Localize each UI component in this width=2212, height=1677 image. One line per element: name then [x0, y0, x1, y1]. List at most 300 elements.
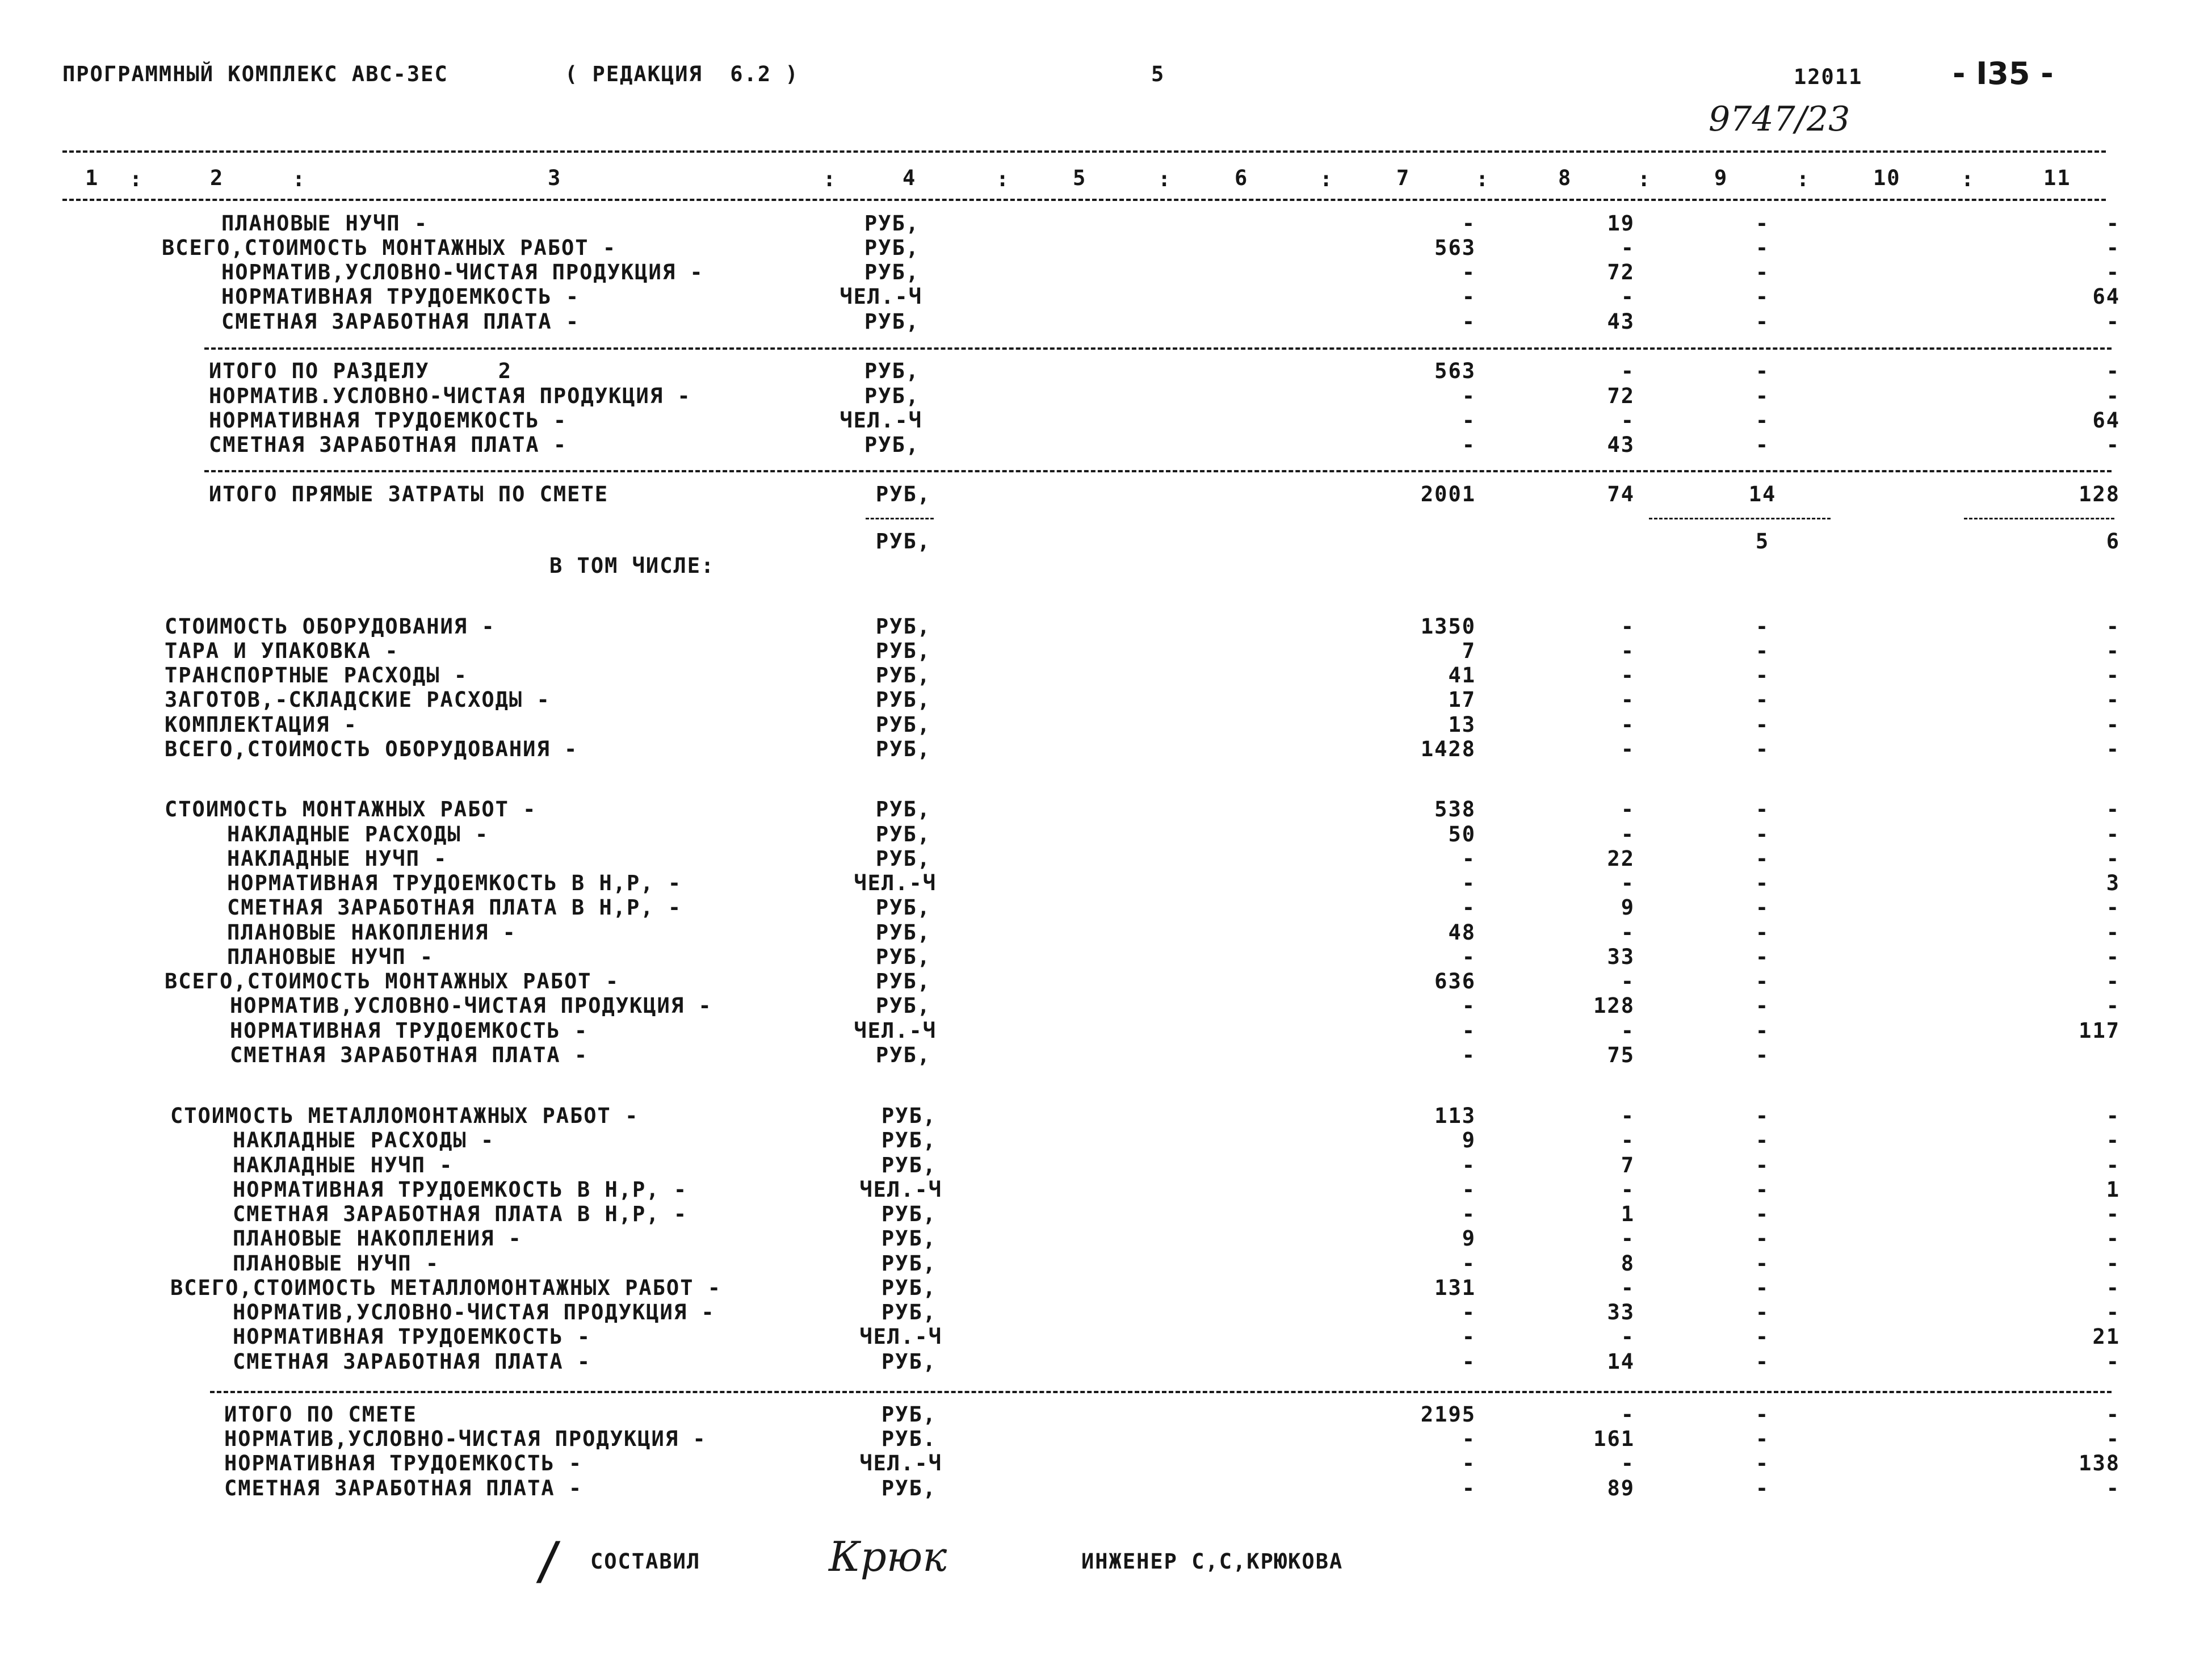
cell-col9: - [1755, 1427, 1770, 1451]
cell-col11: - [2106, 846, 2120, 871]
column-number: 11 [2043, 166, 2071, 190]
cell-col9: - [1755, 1202, 1770, 1226]
row-label: СМЕТНАЯ ЗАРАБОТНАЯ ПЛАТА В Н,Р, - [227, 895, 682, 920]
column-separator: : [823, 167, 837, 191]
row-unit: РУБ, [881, 1300, 937, 1324]
cell-col7: - [1462, 1451, 1476, 1475]
cell-col9: 5 [1755, 529, 1770, 554]
row-unit: ЧЕЛ.-Ч [854, 871, 937, 895]
cell-col7: 131 [1434, 1276, 1476, 1300]
cell-col8: 161 [1593, 1427, 1635, 1451]
cell-col9: - [1755, 260, 1770, 284]
row-label: ПЛАНОВЫЕ НАКОПЛЕНИЯ - [233, 1226, 522, 1251]
row-label: СМЕТНАЯ ЗАРАБОТНАЯ ПЛАТА - [230, 1043, 589, 1067]
cell-col11: - [2106, 1128, 2120, 1152]
cell-col7: 636 [1434, 969, 1476, 993]
cell-col8: 72 [1607, 384, 1635, 408]
cell-col9: - [1755, 359, 1770, 383]
column-separator: : [1961, 167, 1975, 191]
cell-col11: - [2106, 384, 2120, 408]
cell-col8: - [1621, 614, 1635, 639]
cell-col9: - [1755, 433, 1770, 457]
row-unit: РУБ, [875, 895, 931, 920]
row-unit: РУБ, [864, 359, 920, 383]
row-label: СМЕТНАЯ ЗАРАБОТНАЯ ПЛАТА В Н,Р, - [233, 1202, 688, 1226]
cell-col11: - [2106, 993, 2120, 1018]
row-unit: ЧЕЛ.-Ч [840, 284, 922, 309]
table-row [0, 995, 2212, 1018]
cell-col8: 72 [1607, 260, 1635, 284]
section-rule [204, 347, 2112, 350]
cell-col9: - [1755, 1300, 1770, 1324]
cell-col7: - [1462, 1324, 1476, 1349]
cell-col11: - [2106, 1476, 2120, 1500]
cell-col11: - [2106, 797, 2120, 821]
row-unit: ЧЕЛ.-Ч [854, 1018, 937, 1043]
page-number: - I35 - [1953, 56, 2054, 91]
row-unit: РУБ, [875, 822, 931, 846]
table-row [0, 286, 2212, 309]
row-label: ПЛАНОВЫЕ НАКОПЛЕНИЯ - [227, 920, 517, 945]
cell-col11: - [2106, 969, 2120, 993]
section-rule [204, 470, 2112, 472]
row-unit: РУБ, [864, 309, 920, 334]
row-label: СМЕТНАЯ ЗАРАБОТНАЯ ПЛАТА - [209, 433, 568, 457]
cell-col9: - [1755, 895, 1770, 920]
subtotal-rule [1964, 518, 2114, 519]
cell-col8: - [1621, 1276, 1635, 1300]
cell-col8: - [1621, 284, 1635, 309]
cell-col8: - [1621, 1018, 1635, 1043]
table-row [0, 237, 2212, 260]
cell-col9: - [1755, 712, 1770, 737]
row-unit: РУБ, [875, 663, 931, 687]
row-label: СТОИМОСТЬ ОБОРУДОВАНИЯ - [165, 614, 496, 639]
subtotal-rule [866, 518, 934, 519]
cell-col9: - [1755, 993, 1770, 1018]
row-label: НОРМАТИВНАЯ ТРУДОЕМКОСТЬ - [230, 1018, 589, 1043]
row-unit: РУБ, [881, 1276, 937, 1300]
table-row [0, 1020, 2212, 1043]
cell-col9: - [1755, 1153, 1770, 1177]
cell-col11: - [2106, 1153, 2120, 1177]
row-label: НОРМАТИВНАЯ ТРУДОЕМКОСТЬ - [224, 1451, 583, 1475]
row-unit: РУБ, [881, 1251, 937, 1276]
cell-col11: - [2106, 895, 2120, 920]
row-unit: РУБ, [881, 1128, 937, 1152]
cell-col8: 14 [1607, 1349, 1635, 1374]
row-unit: РУБ, [875, 797, 931, 821]
cell-col8: - [1621, 1451, 1635, 1475]
cell-col9: - [1755, 920, 1770, 945]
row-label: ВСЕГО,СТОИМОСТЬ МОНТАЖНЫХ РАБОТ - [162, 236, 617, 260]
cell-col9: - [1755, 846, 1770, 871]
row-unit: РУБ, [864, 433, 920, 457]
row-unit: РУБ, [875, 712, 931, 737]
row-unit: РУБ, [864, 211, 920, 236]
row-unit: РУБ, [875, 920, 931, 945]
table-row [0, 616, 2212, 639]
cell-col7: 50 [1448, 822, 1476, 846]
header-bottom-rule [62, 199, 2106, 201]
table-row [0, 848, 2212, 871]
row-unit: РУБ, [875, 969, 931, 993]
cell-col7: - [1462, 433, 1476, 457]
table-row [0, 1253, 2212, 1276]
cell-col7: 563 [1434, 359, 1476, 383]
subtotal-rule [1649, 518, 1831, 519]
cell-col8: - [1621, 1402, 1635, 1427]
row-unit: РУБ, [881, 1104, 937, 1128]
row-label: В ТОМ ЧИСЛЕ: [549, 554, 715, 578]
cell-col9: - [1755, 1349, 1770, 1374]
cell-col7: 13 [1448, 712, 1476, 737]
row-label: НОРМАТИВ,УСЛОВНО-ЧИСТАЯ ПРОДУКЦИЯ - [233, 1300, 715, 1324]
cell-col8: - [1621, 797, 1635, 821]
row-label: ВСЕГО,СТОИМОСТЬ МЕТАЛЛОМОНТАЖНЫХ РАБОТ - [170, 1276, 722, 1300]
row-label: ВСЕГО,СТОИМОСТЬ ОБОРУДОВАНИЯ - [165, 737, 578, 761]
table-row [0, 946, 2212, 969]
cell-col8: - [1621, 920, 1635, 945]
column-number: 4 [903, 166, 917, 190]
cell-col11: - [2106, 236, 2120, 260]
cell-col11: - [2106, 1226, 2120, 1251]
cell-col8: 75 [1607, 1043, 1635, 1067]
row-label: КОМПЛЕКТАЦИЯ - [165, 712, 358, 737]
cell-col7: 9 [1462, 1226, 1476, 1251]
compiled-label: СОСТАВИЛ [590, 1549, 701, 1574]
table-row [0, 1351, 2212, 1374]
cell-col9: - [1755, 1476, 1770, 1500]
cell-col7: - [1462, 309, 1476, 334]
column-number: 7 [1396, 166, 1411, 190]
cell-col7: 538 [1434, 797, 1476, 821]
table-row [0, 1045, 2212, 1067]
cell-col8: 89 [1607, 1476, 1635, 1500]
cell-col7: - [1462, 260, 1476, 284]
table-row [0, 1228, 2212, 1251]
table-row [0, 410, 2212, 433]
cell-col9: - [1755, 309, 1770, 334]
cell-col8: - [1621, 359, 1635, 383]
cell-col7: 113 [1434, 1104, 1476, 1128]
row-unit: РУБ, [875, 1043, 931, 1067]
cell-col11: - [2106, 211, 2120, 236]
cell-col9: - [1755, 639, 1770, 663]
table-row [0, 665, 2212, 687]
row-label: НОРМАТИВ,УСЛОВНО-ЧИСТАЯ ПРОДУКЦИЯ - [230, 993, 712, 1018]
table-row [0, 360, 2212, 383]
cell-col9: - [1755, 969, 1770, 993]
row-unit: РУБ, [881, 1226, 937, 1251]
cell-col11: 3 [2106, 871, 2120, 895]
table-row [0, 555, 2212, 578]
cell-col11: - [2106, 359, 2120, 383]
cell-col8: - [1621, 236, 1635, 260]
column-separator: : [1476, 167, 1490, 191]
row-unit: РУБ, [864, 236, 920, 260]
row-label: НОРМАТИВ,УСЛОВНО-ЧИСТАЯ ПРОДУКЦИЯ - [221, 260, 704, 284]
cell-col9: - [1755, 737, 1770, 761]
cell-col11: - [2106, 614, 2120, 639]
table-row [0, 531, 2212, 554]
cell-col11: 64 [2092, 408, 2120, 433]
cell-col8: - [1621, 1324, 1635, 1349]
row-unit: ЧЕЛ.-Ч [859, 1177, 942, 1202]
cell-col8: - [1621, 871, 1635, 895]
cell-col8: 7 [1621, 1153, 1635, 1177]
row-unit: РУБ, [875, 846, 931, 871]
cell-col11: - [2106, 687, 2120, 712]
cell-col8: 19 [1607, 211, 1635, 236]
column-separator: : [1638, 167, 1652, 191]
cell-col7: - [1462, 384, 1476, 408]
table-row [0, 484, 2212, 506]
cell-col11: - [2106, 260, 2120, 284]
cell-col9: - [1755, 797, 1770, 821]
cell-col7: - [1462, 284, 1476, 309]
cell-col9: - [1755, 284, 1770, 309]
column-separator: : [292, 167, 307, 191]
row-label: СТОИМОСТЬ МОНТАЖНЫХ РАБОТ - [165, 797, 537, 821]
row-label: НОРМАТИВ,УСЛОВНО-ЧИСТАЯ ПРОДУКЦИЯ - [224, 1427, 707, 1451]
signature: Крюк [829, 1533, 947, 1580]
row-unit: РУБ, [864, 384, 920, 408]
cell-col11: - [2106, 1402, 2120, 1427]
header-top-rule [62, 150, 2106, 153]
cell-col8: 33 [1607, 1300, 1635, 1324]
table-row [0, 1428, 2212, 1451]
cell-col8: - [1621, 1128, 1635, 1152]
cell-col11: 21 [2092, 1324, 2120, 1349]
table-row [0, 922, 2212, 945]
table-row [0, 714, 2212, 737]
cell-col11: - [2106, 433, 2120, 457]
table-row [0, 1302, 2212, 1324]
cell-col7: - [1462, 1018, 1476, 1043]
column-separator: : [996, 167, 1010, 191]
row-unit: РУБ, [875, 737, 931, 761]
row-label: НОРМАТИВНАЯ ТРУДОЕМКОСТЬ - [221, 284, 580, 309]
cell-col7: - [1462, 408, 1476, 433]
cell-col7: - [1462, 1153, 1476, 1177]
row-unit: РУБ, [881, 1202, 937, 1226]
cell-col7: - [1462, 1300, 1476, 1324]
cell-col7: 2001 [1420, 482, 1476, 506]
row-label: ИТОГО ПРЯМЫЕ ЗАТРАТЫ ПО СМЕТЕ [209, 482, 609, 506]
row-label: НОРМАТИВНАЯ ТРУДОЕМКОСТЬ - [209, 408, 568, 433]
cell-col7: - [1462, 1251, 1476, 1276]
cell-col9: - [1755, 1177, 1770, 1202]
cell-col8: 74 [1607, 482, 1635, 506]
table-row [0, 873, 2212, 895]
cell-col7: - [1462, 1177, 1476, 1202]
row-label: НОРМАТИВНАЯ ТРУДОЕМКОСТЬ - [233, 1324, 591, 1349]
cell-col8: - [1621, 737, 1635, 761]
row-label: ЗАГОТОВ,-СКЛАДСКИЕ РАСХОДЫ - [165, 687, 551, 712]
column-number: 9 [1714, 166, 1728, 190]
table-row [0, 1478, 2212, 1500]
row-label: НОРМАТИВНАЯ ТРУДОЕМКОСТЬ В Н,Р, - [233, 1177, 688, 1202]
table-row [0, 1130, 2212, 1152]
cell-col9: - [1755, 236, 1770, 260]
row-label: НАКЛАДНЫЕ НУЧП - [233, 1153, 454, 1177]
row-label: ПЛАНОВЫЕ НУЧП - [227, 945, 434, 969]
cell-col9: 14 [1748, 482, 1777, 506]
cell-col11: 128 [2079, 482, 2120, 506]
row-label: НОРМАТИВНАЯ ТРУДОЕМКОСТЬ В Н,Р, - [227, 871, 682, 895]
cell-col11: - [2106, 737, 2120, 761]
row-unit: РУБ, [875, 993, 931, 1018]
cell-col8: - [1621, 639, 1635, 663]
cell-col9: - [1755, 871, 1770, 895]
cell-col9: - [1755, 1276, 1770, 1300]
edition-label: ( РЕДАКЦИЯ 6.2 ) [565, 62, 799, 86]
cell-col9: - [1755, 663, 1770, 687]
cell-col11: - [2106, 822, 2120, 846]
row-label: НАКЛАДНЫЕ РАСХОДЫ - [227, 822, 489, 846]
cell-col7: - [1462, 1043, 1476, 1067]
row-unit: РУБ, [881, 1153, 937, 1177]
cell-col8: 22 [1607, 846, 1635, 871]
cell-col11: 1 [2106, 1177, 2120, 1202]
row-unit: РУБ, [875, 639, 931, 663]
cell-col9: - [1755, 1402, 1770, 1427]
cell-col8: - [1621, 712, 1635, 737]
row-unit: ЧЕЛ.-Ч [840, 408, 922, 433]
cell-col11: - [2106, 1276, 2120, 1300]
handwritten-reference: 9747/23 [1709, 99, 1850, 139]
row-label: НОРМАТИВ.УСЛОВНО-ЧИСТАЯ ПРОДУКЦИЯ - [209, 384, 691, 408]
column-separator: : [129, 167, 144, 191]
cell-col7: - [1462, 993, 1476, 1018]
cell-col8: - [1621, 1177, 1635, 1202]
column-separator: : [1320, 167, 1334, 191]
table-row [0, 799, 2212, 821]
cell-col7: 563 [1434, 236, 1476, 260]
table-row [0, 1204, 2212, 1226]
cell-col7: - [1462, 895, 1476, 920]
table-row [0, 640, 2212, 663]
row-label: СТОИМОСТЬ МЕТАЛЛОМОНТАЖНЫХ РАБОТ - [170, 1104, 639, 1128]
row-label: НАКЛАДНЫЕ НУЧП - [227, 846, 448, 871]
cell-col11: 117 [2079, 1018, 2120, 1043]
row-label: ПЛАНОВЫЕ НУЧП - [221, 211, 429, 236]
table-row [0, 824, 2212, 846]
cell-col9: - [1755, 1018, 1770, 1043]
cell-col9: - [1755, 1128, 1770, 1152]
cell-col7: - [1462, 846, 1476, 871]
column-number: 3 [548, 166, 562, 190]
document-code: 12011 [1794, 65, 1863, 89]
table-row [0, 311, 2212, 334]
cell-col11: - [2106, 1427, 2120, 1451]
column-number: 10 [1873, 166, 1901, 190]
table-row [0, 1179, 2212, 1202]
cell-col7: 17 [1448, 687, 1476, 712]
cell-col11: - [2106, 663, 2120, 687]
row-unit: РУБ. [881, 1427, 937, 1451]
cell-col9: - [1755, 1043, 1770, 1067]
table-row [0, 434, 2212, 457]
row-unit: РУБ, [875, 687, 931, 712]
column-number: 2 [210, 166, 224, 190]
table-row [0, 739, 2212, 761]
cell-col9: - [1755, 687, 1770, 712]
cell-col9: - [1755, 1104, 1770, 1128]
cell-col8: 33 [1607, 945, 1635, 969]
signer-name: ИНЖЕНЕР С,С,КРЮКОВА [1081, 1549, 1344, 1574]
cell-col8: - [1621, 969, 1635, 993]
column-separator: : [1797, 167, 1811, 191]
column-number: 5 [1073, 166, 1087, 190]
cell-col9: - [1755, 1451, 1770, 1475]
cell-col8: - [1621, 687, 1635, 712]
cell-col11: - [2106, 945, 2120, 969]
row-label: НАКЛАДНЫЕ РАСХОДЫ - [233, 1128, 495, 1152]
cell-col9: - [1755, 1226, 1770, 1251]
table-row [0, 897, 2212, 920]
row-unit: РУБ, [881, 1349, 937, 1374]
row-label: СМЕТНАЯ ЗАРАБОТНАЯ ПЛАТА - [221, 309, 580, 334]
cell-col8: - [1621, 408, 1635, 433]
table-row [0, 1326, 2212, 1349]
cell-col9: - [1755, 384, 1770, 408]
column-number: 6 [1235, 166, 1249, 190]
slash-mark: / [534, 1531, 566, 1591]
cell-col11: - [2106, 1349, 2120, 1374]
row-label: ИТОГО ПО СМЕТЕ [224, 1402, 417, 1427]
cell-col7: - [1462, 211, 1476, 236]
cell-col11: - [2106, 1104, 2120, 1128]
cell-col8: - [1621, 1226, 1635, 1251]
row-unit: РУБ, [864, 260, 920, 284]
row-label: ТРАНСПОРТНЫЕ РАСХОДЫ - [165, 663, 468, 687]
cell-col11: - [2106, 1300, 2120, 1324]
row-unit: РУБ, [875, 945, 931, 969]
program-title: ПРОГРАММНЫЙ КОМПЛЕКС АВС-3ЕС [62, 62, 448, 86]
cell-col8: 9 [1621, 895, 1635, 920]
column-separator: : [1158, 167, 1172, 191]
cell-col7: - [1462, 1476, 1476, 1500]
column-number: 1 [85, 166, 99, 190]
cell-col11: - [2106, 309, 2120, 334]
cell-col9: - [1755, 945, 1770, 969]
cell-col7: - [1462, 1349, 1476, 1374]
cell-col8: 8 [1621, 1251, 1635, 1276]
cell-col7: 2195 [1420, 1402, 1476, 1427]
cell-col11: 138 [2079, 1451, 2120, 1475]
table-row [0, 385, 2212, 408]
cell-col8: - [1621, 663, 1635, 687]
cell-col11: - [2106, 1251, 2120, 1276]
sheet-number: 5 [1151, 62, 1165, 86]
cell-col7: 1350 [1420, 614, 1476, 639]
cell-col9: - [1755, 614, 1770, 639]
cell-col8: 128 [1593, 993, 1635, 1018]
cell-col8: - [1621, 1104, 1635, 1128]
cell-col8: 43 [1607, 433, 1635, 457]
row-unit: ЧЕЛ.-Ч [859, 1451, 942, 1475]
table-row [0, 262, 2212, 284]
section-rule [210, 1391, 2112, 1393]
row-label: СМЕТНАЯ ЗАРАБОТНАЯ ПЛАТА - [224, 1476, 583, 1500]
table-row [0, 1155, 2212, 1177]
row-label: ТАРА И УПАКОВКА - [165, 639, 399, 663]
row-unit: ЧЕЛ.-Ч [859, 1324, 942, 1349]
cell-col7: 48 [1448, 920, 1476, 945]
cell-col9: - [1755, 211, 1770, 236]
